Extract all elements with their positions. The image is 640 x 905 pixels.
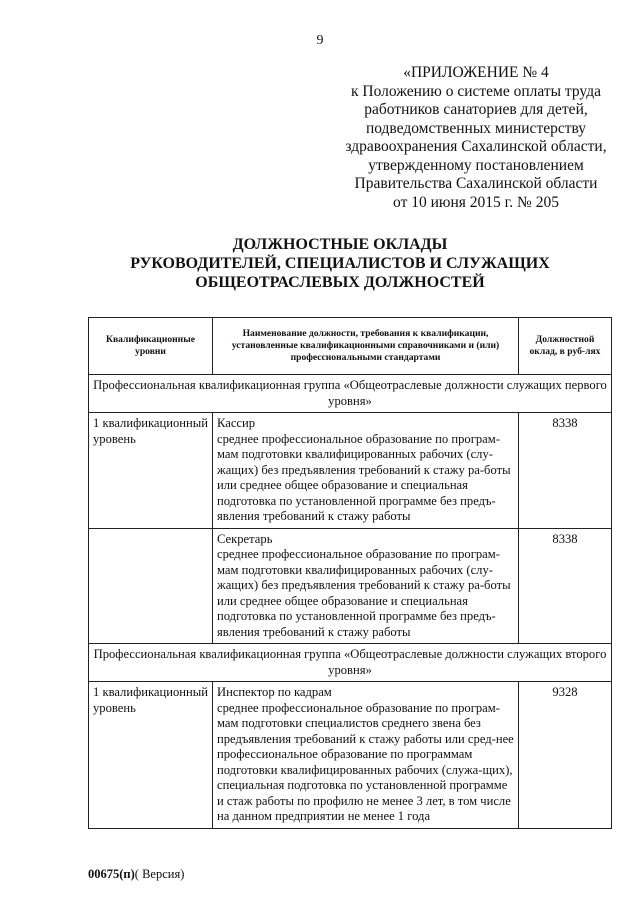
appendix-line: «ПРИЛОЖЕНИЕ № 4 [403, 64, 549, 81]
salary-table [88, 317, 612, 829]
position-requirements: среднее профессиональное образование по програм-мам подготовки специалистов среднего звена без предъявления требований к стажу работы или сред-нее профессиональное образование по программам подготовки квалифицированных рабочих (служа-щих), специальная подготовка по установленной программе и стаж работы по профилю не менее 3 лет, в том числе на данном предприятии не менее 1 года [217, 700, 514, 823]
level-cell: 1 квалификационный уровень [89, 413, 213, 529]
appendix-line: подведомственных министерству [365, 119, 587, 137]
appendix-line: работников санаториев для детей, [364, 101, 588, 118]
title-line: ДОЛЖНОСТНЫЕ ОКЛАДЫ [232, 236, 448, 253]
salary-cell: 8338 [519, 528, 612, 644]
footer [88, 867, 184, 882]
position-name: Инспектор по кадрам [217, 685, 332, 699]
title-line: ОБЩЕОТРАСЛЕВЫХ ДОЛЖНОСТЕЙ [195, 274, 485, 291]
appendix-header [338, 64, 614, 212]
salary-cell: 9328 [519, 682, 612, 829]
header-position: Наименование должности, требования к квалификации, установленные квалификационными справочниками и (или) профессиональными стандартами [213, 318, 519, 375]
appendix-line: утвержденному постановлением [368, 156, 584, 174]
table-row [89, 413, 612, 529]
position-cell [213, 528, 519, 644]
group-row [89, 644, 612, 682]
appendix-line: Правительства Сахалинской области [354, 175, 598, 192]
table-header-row [89, 318, 612, 375]
position-name: Секретарь [217, 531, 273, 546]
position-cell [213, 413, 519, 529]
group-title: Профессиональная квалификационная группа «Общеотраслевые должности служащих первого уровня» [89, 375, 612, 413]
salary-cell: 8338 [519, 413, 612, 529]
position-requirements: среднее профессиональное образование по програм-мам подготовки квалифицированных рабочих (слу-жащих) без предъявления требований к стажу ра-боты или среднее общее образование и специальная подготовка по установленной программе без предъ-явления требований к стажу работы [217, 547, 511, 639]
header-salary: Должностной оклад, в руб-лях [519, 318, 612, 375]
appendix-line: здравоохранения Сахалинской области, [345, 138, 607, 155]
table-row [89, 682, 612, 829]
footer-code: 00675(п) [88, 867, 135, 881]
position-name: Кассир [217, 416, 256, 430]
header-levels: Квалификационные уровни [89, 318, 213, 375]
appendix-line: от 10 июня 2015 г. № 205 [393, 193, 559, 211]
level-cell: 1 квалификационный уровень [89, 682, 213, 829]
table-row [89, 528, 612, 644]
title-line: РУКОВОДИТЕЛЕЙ, СПЕЦИАЛИСТОВ И СЛУЖАЩИХ [130, 255, 550, 272]
position-cell [213, 682, 519, 829]
group-row [89, 375, 612, 413]
group-title: Профессиональная квалификационная группа «Общеотраслевые должности служащих второго уровня» [89, 644, 612, 682]
position-requirements: среднее профессиональное образование по програм-мам подготовки квалифицированных рабочих (слу-жащих) без предъявления требований к стажу ра-боты или среднее общее образование и специальная подготовка по установленной программе без предъ-явления требований к стажу работы [217, 431, 511, 523]
page-number: 9 [316, 33, 324, 48]
appendix-line: к Положению о системе оплаты труда [351, 82, 601, 100]
level-cell [89, 528, 213, 644]
footer-version: ( Версия) [134, 867, 185, 881]
document-title [40, 235, 640, 292]
